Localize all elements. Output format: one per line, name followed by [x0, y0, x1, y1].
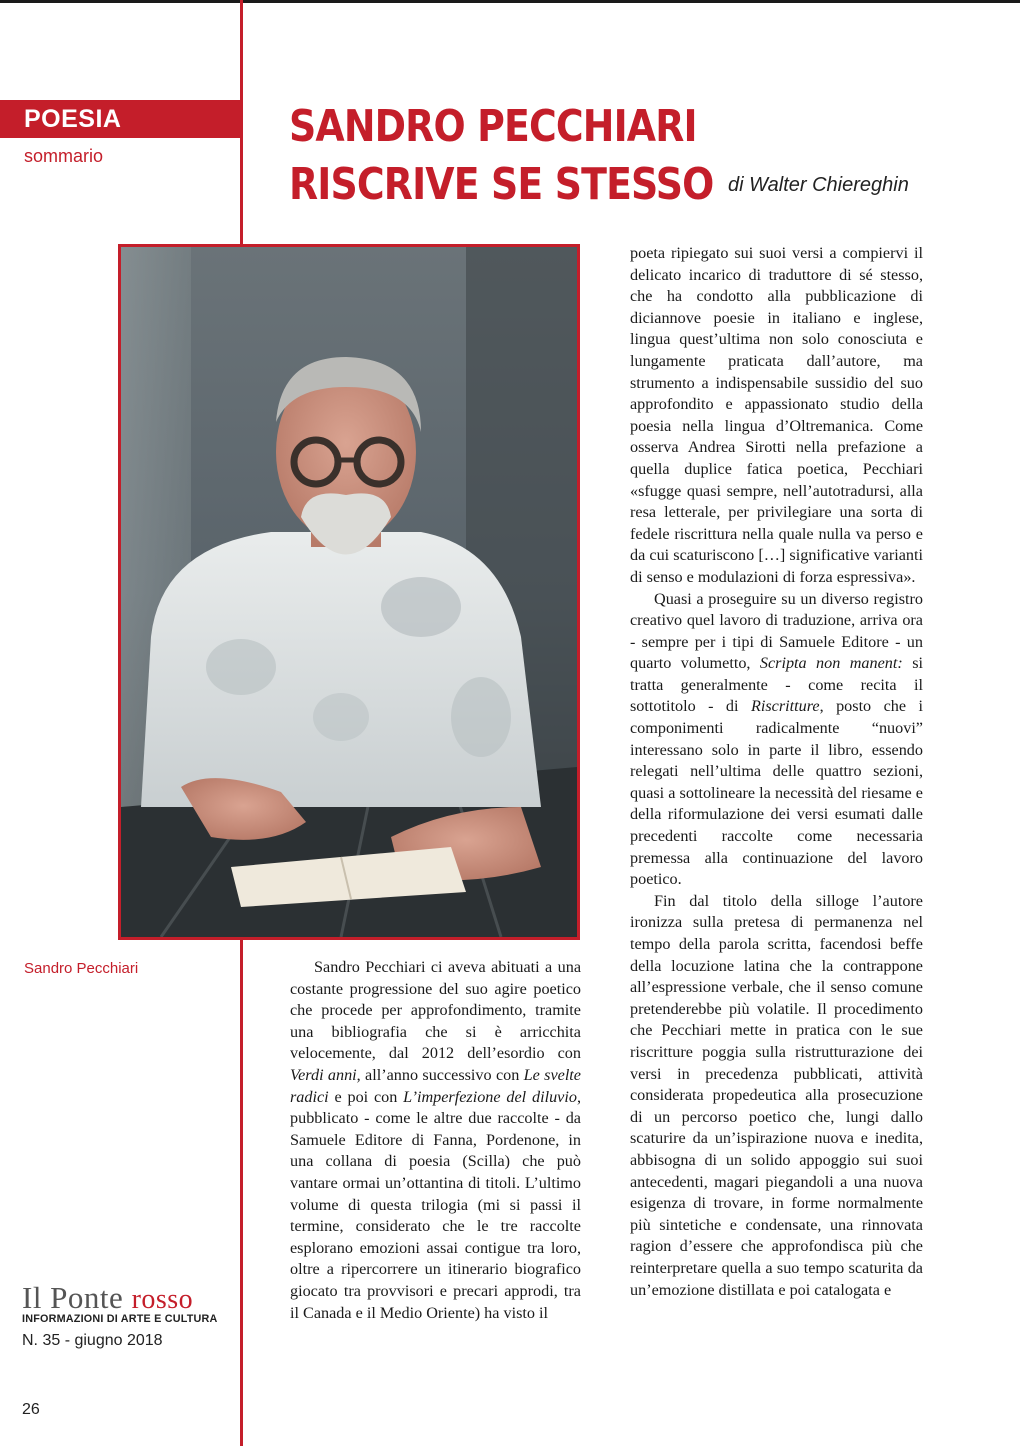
article-title — [289, 98, 713, 214]
author-photo — [118, 244, 580, 940]
paragraph: Quasi a proseguire su un diverso registro creativo quel lavoro di traduzione, arriva ora - sempre per i tipi di Samuele Editore - un quarto volumetto, Scripta non manent: si tratta generalmente - come recita il sottotitolo - di Riscritture, posto che i componimenti radicalmente “nuovi” interessano solo in parte il libro, essendo relegati nell’ultima delle quattro sezioni, quasi a sottolineare la necessità del riesame e della riformulazione dei versi esumati dalle precedenti raccolte come necessaria premessa alla continuazione del lavoro poetico. — [630, 589, 923, 889]
book-title: Verdi anni — [290, 1065, 357, 1084]
book-title: Scripta non manent: — [759, 654, 903, 673]
issue-info: N. 35 - giugno 2018 — [22, 1332, 163, 1349]
section-label: POESIA — [0, 100, 240, 138]
title-line-1: SANDRO PECCHIARI — [289, 101, 697, 152]
book-title: L’imperfezione del diluvio — [403, 1087, 577, 1106]
author-photo-illustration — [121, 247, 577, 937]
book-subtitle: Riscritture — [750, 697, 820, 716]
photo-caption: Sandro Pecchiari — [24, 960, 139, 977]
magazine-logo: Il Ponte rosso — [22, 1280, 194, 1315]
book-title: Le svelte radici — [290, 1065, 581, 1106]
page-number: 26 — [22, 1401, 40, 1418]
paragraph: poeta ripiegato sui suoi versi a compiervi il delicato incarico di traduttore di sé stesso, che ha condotto alla pubblicazione di diciannove poesie in italiano e inglese, lingua quest’ultima non solo conosciuta e lungamente praticata dall’autore, ma strumento a indispensabile sussidio del suo approfondito e appassionato studio della poesia nella lingua d’Oltremanica. Come osserva Andrea Sirotti nella prefazione a quella duplice fatica poetica, Pecchiari «sfugge quasi sempre, nell’autotradursi, alla resa letterale, per privilegiare una sorta di fedele riscrittura nella quale nulla va perso e da cui scaturiscono […] significative varianti di senso e modulazioni di forza espressiva». — [630, 244, 923, 586]
article-column-2 — [630, 243, 923, 1301]
sommario-link[interactable]: sommario — [24, 146, 104, 166]
paragraph: Fin dal titolo della silloge l’autore ironizza sulla pretesa di permanenza nel tempo della parola scritta, facendosi beffe della locuzione latina che la contrappone all’espressione verbale, che il senso comune pretenderebbe più volatile. Il procedimento che Pecchiari mette in pratica con le sue riscritture poggia sulla ristrutturazione dei versi in precedenza pubblicati, attività considerata propedeutica alla prosecuzione di un percorso poetico che, lungi dallo scaturire da un’ispirazione nuova e inedita, abbisogna di un solido appoggio sui suoi antecedenti, magari piegandoli a una nuova esigenza di trovare, in forme normalmente più sintetiche e condensate, una rinnovata ragion d’essere che approfondisca più che reinterpretare quella a suo tempo scaturita da un’emozione distillata e poi catalogata e — [630, 891, 923, 1299]
article-column-1 — [290, 957, 581, 1324]
byline: di Walter Chiereghin — [728, 174, 909, 196]
top-rule — [0, 0, 1020, 3]
title-line-2: RISCRIVE SE STESSO — [289, 159, 714, 210]
magazine-subtitle: INFORMAZIONI DI ARTE E CULTURA — [22, 1313, 218, 1325]
paragraph: Sandro Pecchiari ci aveva abituati a una costante progressione del suo agire poetico che procede per approfondimento, tramite una bibliografia che si è arricchita velocemente, dal 2012 dell’esordio con Verdi anni, all’anno successivo con Le svelte radici e poi con L’imperfezione del diluvio, pubblicato - come le altre due raccolte - da Samuele Editore di Fanna, Pordenone, in una collana di poesia (Scilla) che può vantare ormai un’ottantina di titoli. L’ultimo volume di questa trilogia (mi si passi il termine, considerato che le tre raccolte esplorano emozioni assai contigue tra loro, oltre a ripercorrere un itinerario biografico giocato tra provvisori e precari approdi, tra il Canada e il Medio Oriente) ha visto il — [290, 958, 581, 1322]
